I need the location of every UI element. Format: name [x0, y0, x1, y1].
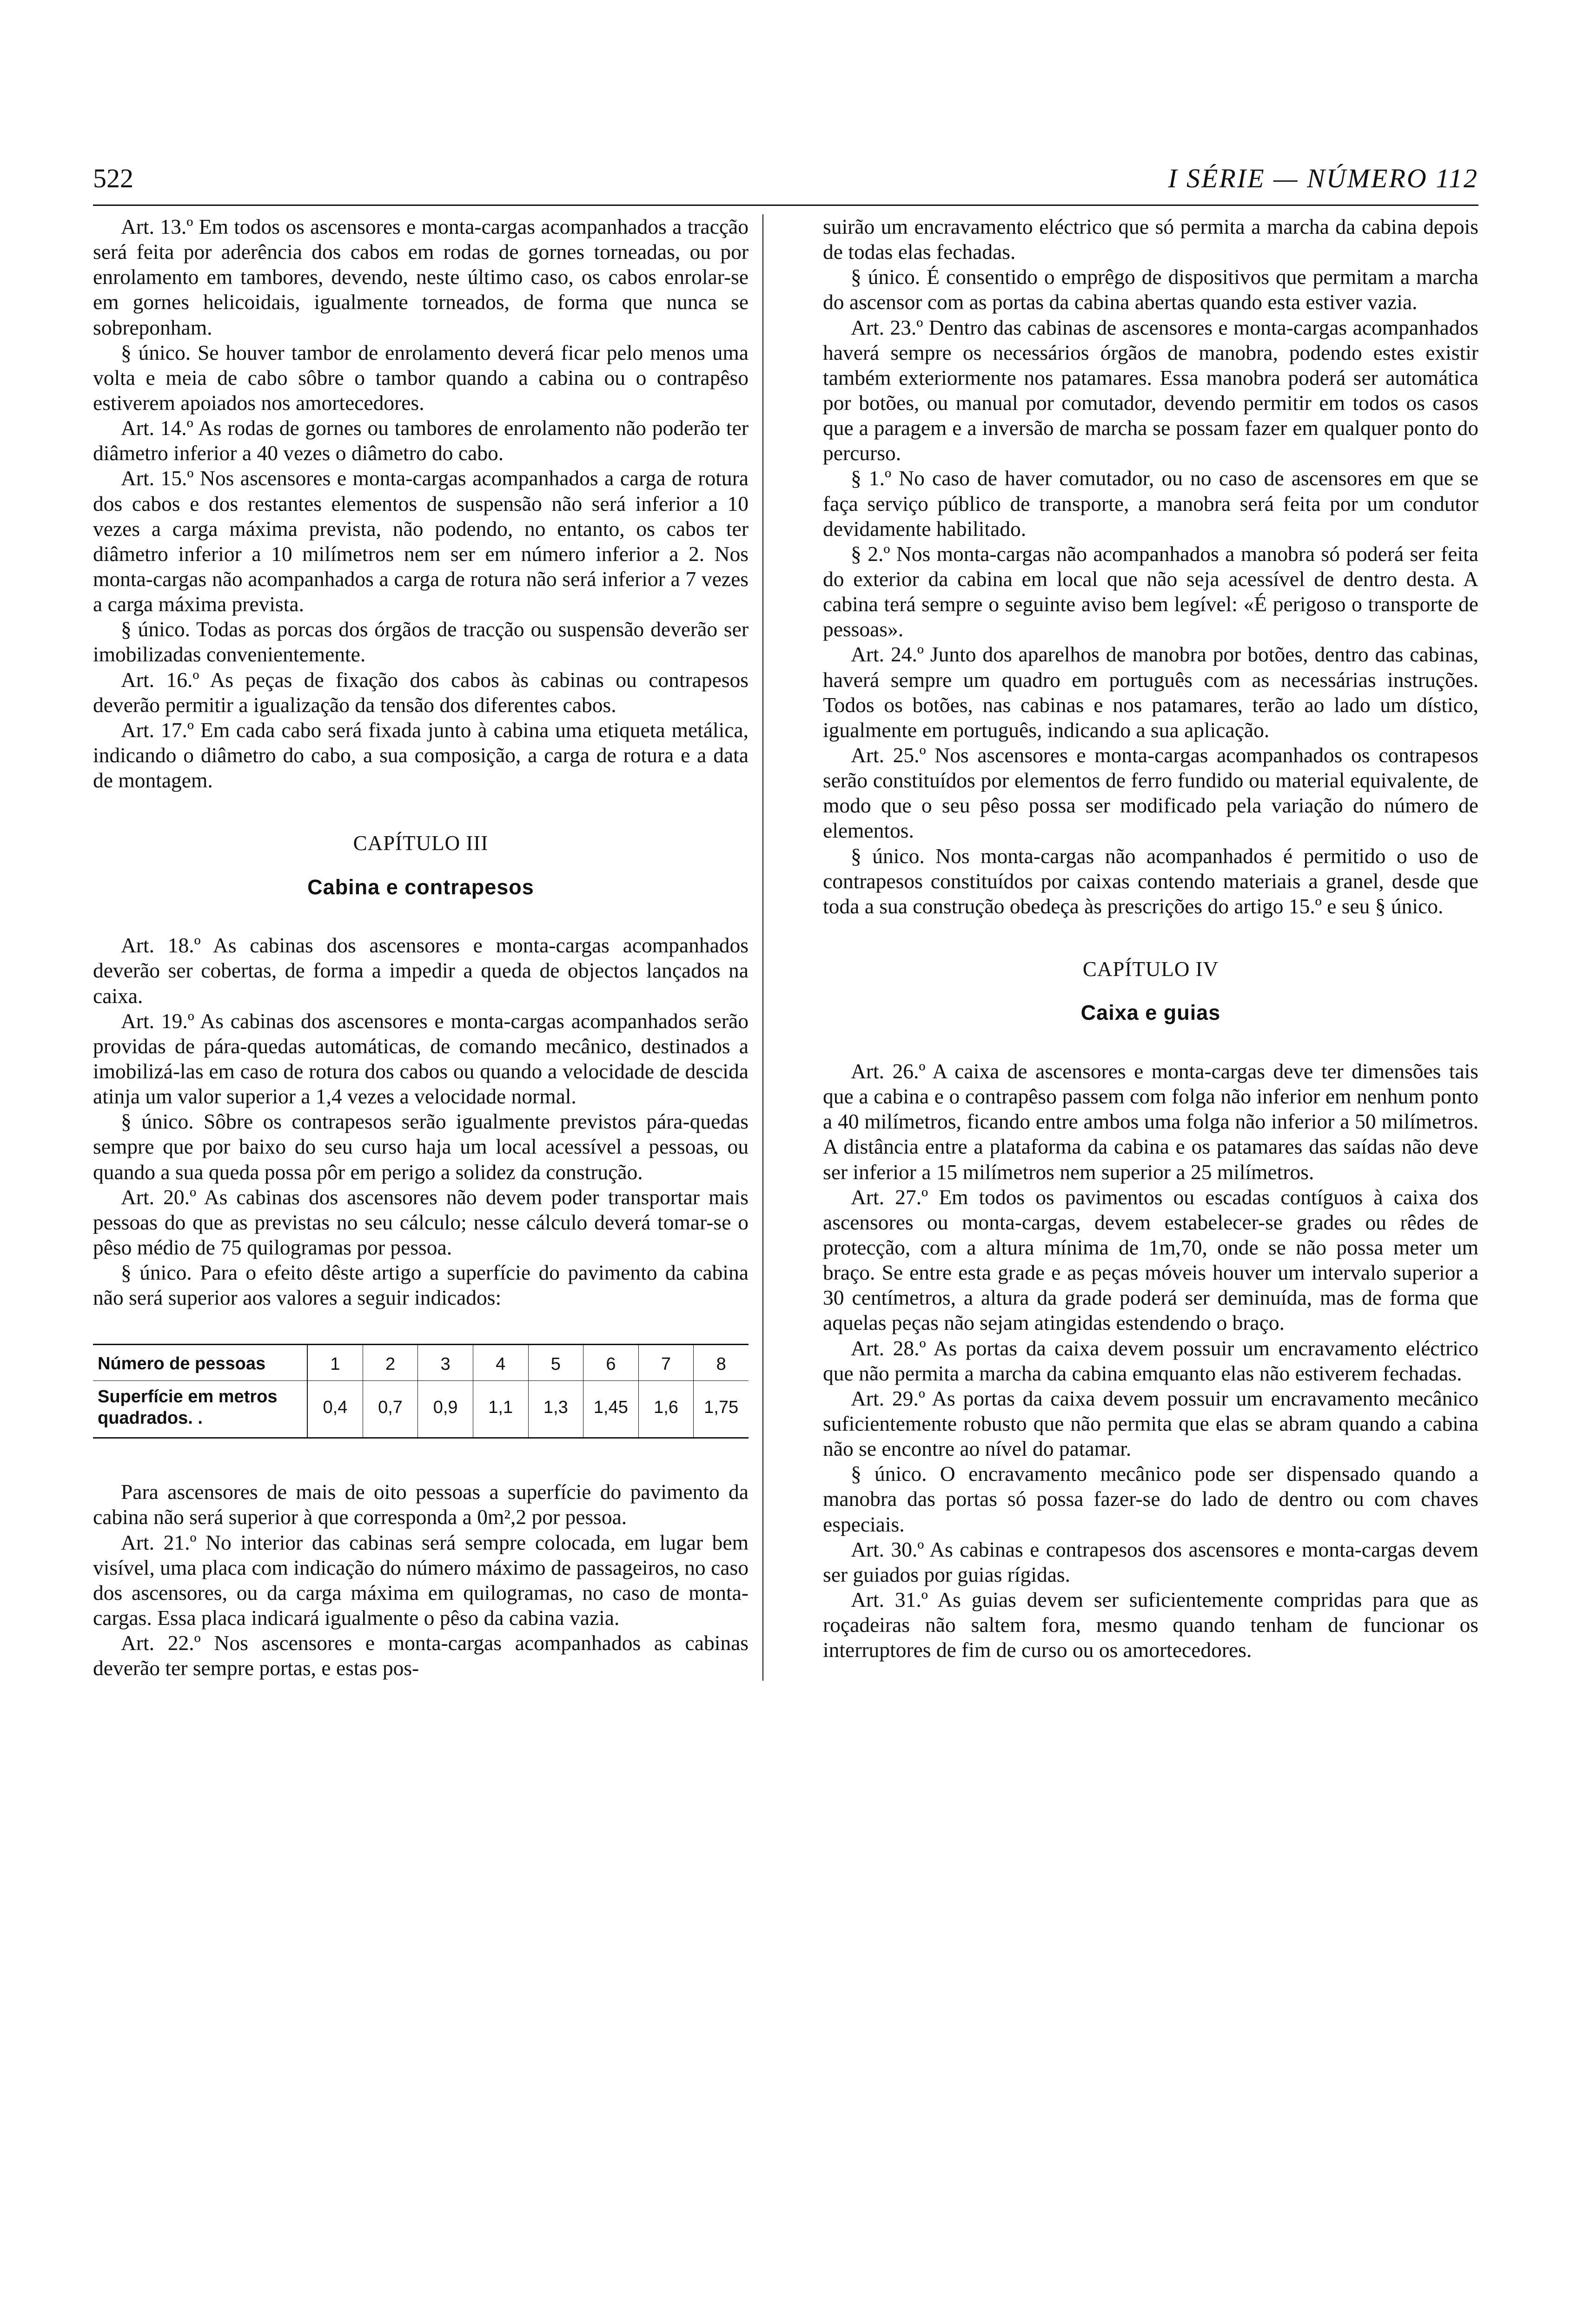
chapter-4-title: CAPÍTULO IV	[1082, 957, 1219, 981]
article-15: Art. 15.º Nos ascensores e monta-cargas acompanhados a carga de rotura dos cabos e dos restantes elementos de suspensão não será inferior a 10 vezes a carga máxima prevista, não podendo, no entanto, os cabos ter diâmetro inferior a 10 milímetros nem ser em número inferior a 2. Nos monta-cargas não acompanhados a carga de rotura não será inferior a 7 vezes a carga máxima prevista.	[93, 466, 749, 616]
page-number: 522	[93, 163, 133, 193]
article-21: Art. 21.º No interior das cabinas será sempre colocada, em lugar bem visível, uma placa com indicação do número máximo de passageiros, no caso dos ascensores, ou da carga máxima em quilogramas, no caso de monta-cargas. Essa placa indicará igualmente o pêso da cabina vazia.	[93, 1530, 749, 1630]
table-cell: 3	[418, 1345, 473, 1381]
table-row-areas	[93, 1381, 749, 1438]
article-24: Art. 24.º Junto dos aparelhos de manobra por botões, dentro das cabinas, haverá sempre um quadro em português com as necessárias instruções. Todos os botões, nas cabinas e nos patamares, terão ao lado um dístico, igualmente em português, indicando a sua aplicação.	[823, 642, 1478, 742]
chapter-4-subtitle: Caixa e guias	[1080, 1001, 1221, 1025]
table-header-areas: Superfície em metros quadrados. .	[93, 1381, 307, 1438]
article-13: Art. 13.º Em todos os ascensores e monta-cargas acompanhados a tracção será feita por aderência dos cabos em rodas de gornes torneadas, ou por enrolamento em tambores, devendo, neste último caso, os cabos enrolar-se em gornes helicoidais, igualmente torneados, de forma que nunca se sobreponham.	[93, 215, 749, 339]
article-27: Art. 27.º Em todos os pavimentos ou escadas contíguos à caixa dos ascensores ou monta-cargas, devem estabelecer-se grades ou rêdes de protecção, com a altura mínima de 1m,70, onde se não possa meter um braço. Se entre esta grade e as peças móveis houver um intervalo superior a 30 centímetros, a altura da grade poderá ser deminuída, mas de forma que aquelas peças não sejam atingidas estendendo o braço.	[823, 1185, 1478, 1335]
table-row-persons	[93, 1345, 749, 1381]
table-cell: 7	[638, 1345, 694, 1381]
text-columns	[93, 214, 1478, 1681]
article-29-paragraph: § único. O encravamento mecânico pode ser dispensado quando a manobra das portas só possa fazer-se do lado de dentro ou com chaves especiais.	[823, 1462, 1478, 1536]
article-31: Art. 31.º As guias devem ser suficientemente compridas para que as roçadeiras não saltem fora, mesmo quando tenham de funcionar os interruptores de fim de curso ou os amortecedores.	[823, 1587, 1478, 1662]
article-30: Art. 30.º As cabinas e contrapesos dos ascensores e monta-cargas devem ser guiados por guias rígidas.	[823, 1537, 1478, 1586]
article-17: Art. 17.º Em cada cabo será fixada junto à cabina uma etiqueta metálica, indicando o diâmetro do cabo, a sua composição, a carga de rotura e a data de montagem.	[93, 718, 749, 792]
article-23: Art. 23.º Dentro das cabinas de ascensores e monta-cargas acompanhados haverá sempre os necessários órgãos de manobra, podendo estes existir também exteriormente nos patamares. Essa manobra poderá ser automática por botões, ou manual por comutador, devendo permitir em todos os casos que a paragem e a inversão de marcha se possam fazer em qualquer ponto do percurso.	[823, 315, 1478, 465]
left-column	[93, 214, 763, 1681]
table-cell: 1,1	[473, 1381, 528, 1438]
article-14: Art. 14.º As rodas de gornes ou tambores de enrolamento não poderão ter diâmetro inferior a 40 vezes o diâmetro do cabo.	[93, 416, 749, 465]
table-cell: 6	[583, 1345, 639, 1381]
article-29: Art. 29.º As portas da caixa devem possuir um encravamento mecânico suficientemente robusto que não permita que elas se abram quando a cabina não se encontre ao nível do patamar.	[823, 1386, 1478, 1461]
article-22-paragraph: § único. É consentido o emprêgo de dispositivos que permitam a marcha do ascensor com as portas da cabina abertas quando esta estiver vazia.	[823, 265, 1478, 314]
article-20-paragraph: § único. Para o efeito dêste artigo a superfície do pavimento da cabina não será superior aos valores a seguir indicados:	[93, 1261, 749, 1310]
table-cell: 1,45	[583, 1381, 639, 1438]
paragraph-above-eight-persons: Para ascensores de mais de oito pessoas a superfície do pavimento da cabina não será superior à que corresponda a 0m²,2 por pessoa.	[93, 1480, 749, 1529]
chapter-3-subtitle: Cabina e contrapesos	[307, 875, 534, 899]
table-cell: 2	[363, 1345, 418, 1381]
table-cell: 1,3	[528, 1381, 583, 1438]
article-23-paragraph-2: § 2.º Nos monta-cargas não acompanhados a manobra só poderá ser feita do exterior da cabina em local que não seja acessível de dentro desta. A cabina terá sempre o seguinte aviso bem legível: «É perigoso o transporte de pessoas».	[823, 541, 1478, 641]
page-header	[93, 153, 1478, 206]
table-cell: 0,4	[307, 1381, 363, 1438]
table-cell: 4	[473, 1345, 528, 1381]
article-20: Art. 20.º As cabinas dos ascensores não devem poder transportar mais pessoas do que as previstas no seu cálculo; nesse cálculo deverá tomar-se o pêso médio de 75 quilogramas por pessoa.	[93, 1185, 749, 1260]
article-18: Art. 18.º As cabinas dos ascensores e monta-cargas acompanhados deverão ser cobertas, de forma a impedir a queda de objectos lançados na caixa.	[93, 933, 749, 1008]
article-25-paragraph: § único. Nos monta-cargas não acompanhados é permitido o uso de contrapesos constituídos por caixas contendo materiais a granel, desde que toda a sua construção obedeça às prescrições do artigo 15.º e seu § único.	[823, 844, 1478, 918]
table-cell: 0,9	[418, 1381, 473, 1438]
cabin-area-table	[93, 1344, 749, 1439]
chapter-3-title: CAPÍTULO III	[353, 832, 489, 855]
article-19: Art. 19.º As cabinas dos ascensores e monta-cargas acompanhados serão providas de pára-quedas automáticas, de comando mecânico, destinados a imobilizá-las em caso de rotura dos cabos ou quando a velocidade de descida atinja um valor superior a 1,4 vezes a velocidade normal.	[93, 1009, 749, 1109]
table-header-persons: Número de pessoas	[93, 1345, 307, 1381]
table-cell: 5	[528, 1345, 583, 1381]
article-28: Art. 28.º As portas da caixa devem possuir um encravamento eléctrico que não permita a marcha da cabina emquanto elas não estiverem fechadas.	[823, 1336, 1478, 1385]
table-cell: 1,6	[638, 1381, 694, 1438]
series-title: I SÉRIE — NÚMERO 112	[1168, 163, 1478, 193]
article-22: Art. 22.º Nos ascensores e monta-cargas acompanhados as cabinas deverão ter sempre portas, e estas pos-	[93, 1631, 749, 1680]
article-26: Art. 26.º A caixa de ascensores e monta-cargas deve ter dimensões tais que a cabina e o contrapêso passem com folga não inferior em nenhum ponto a 40 milímetros, ficando entre ambos uma folga não inferior a 50 milímetros. A distância entre a plataforma da cabina e os patamares das saídas não deve ser inferior a 15 milímetros nem superior a 25 milímetros.	[823, 1059, 1478, 1184]
right-column	[823, 214, 1478, 1681]
article-23-paragraph-1: § 1.º No caso de haver comutador, ou no caso de ascensores em que se faça serviço público de transporte, a manobra será feita por um condutor devidamente habilitado.	[823, 466, 1478, 541]
table-cell: 8	[694, 1345, 749, 1381]
article-25: Art. 25.º Nos ascensores e monta-cargas acompanhados os contrapesos serão constituídos por elementos de ferro fundido ou material equivalente, de modo que o seu pêso possa ser modificado pela variação do número de elementos.	[823, 743, 1478, 843]
article-13-paragraph: § único. Se houver tambor de enrolamento deverá ficar pelo menos uma volta e meia de cabo sôbre o tambor quando a cabina ou o contrapêso estiverem apoiados nos amortecedores.	[93, 340, 749, 415]
document-page	[93, 153, 1478, 1681]
table-cell: 0,7	[363, 1381, 418, 1438]
article-15-paragraph: § único. Todas as porcas dos órgãos de tracção ou suspensão deverão ser imobilizadas convenientemente.	[93, 617, 749, 667]
article-19-paragraph: § único. Sôbre os contrapesos serão igualmente previstos pára-quedas sempre que por baixo do seu curso haja um local acessível a pessoas, ou quando a sua queda possa pôr em perigo a solidez da construção.	[93, 1109, 749, 1184]
article-16: Art. 16.º As peças de fixação dos cabos às cabinas ou contrapesos deverão permitir a igualização da tensão dos diferentes cabos.	[93, 667, 749, 717]
table-cell: 1,75	[704, 1398, 739, 1418]
article-22-continued: suirão um encravamento eléctrico que só permita a marcha da cabina depois de todas elas fechadas.	[823, 215, 1478, 264]
table-cell: 1	[307, 1345, 363, 1381]
